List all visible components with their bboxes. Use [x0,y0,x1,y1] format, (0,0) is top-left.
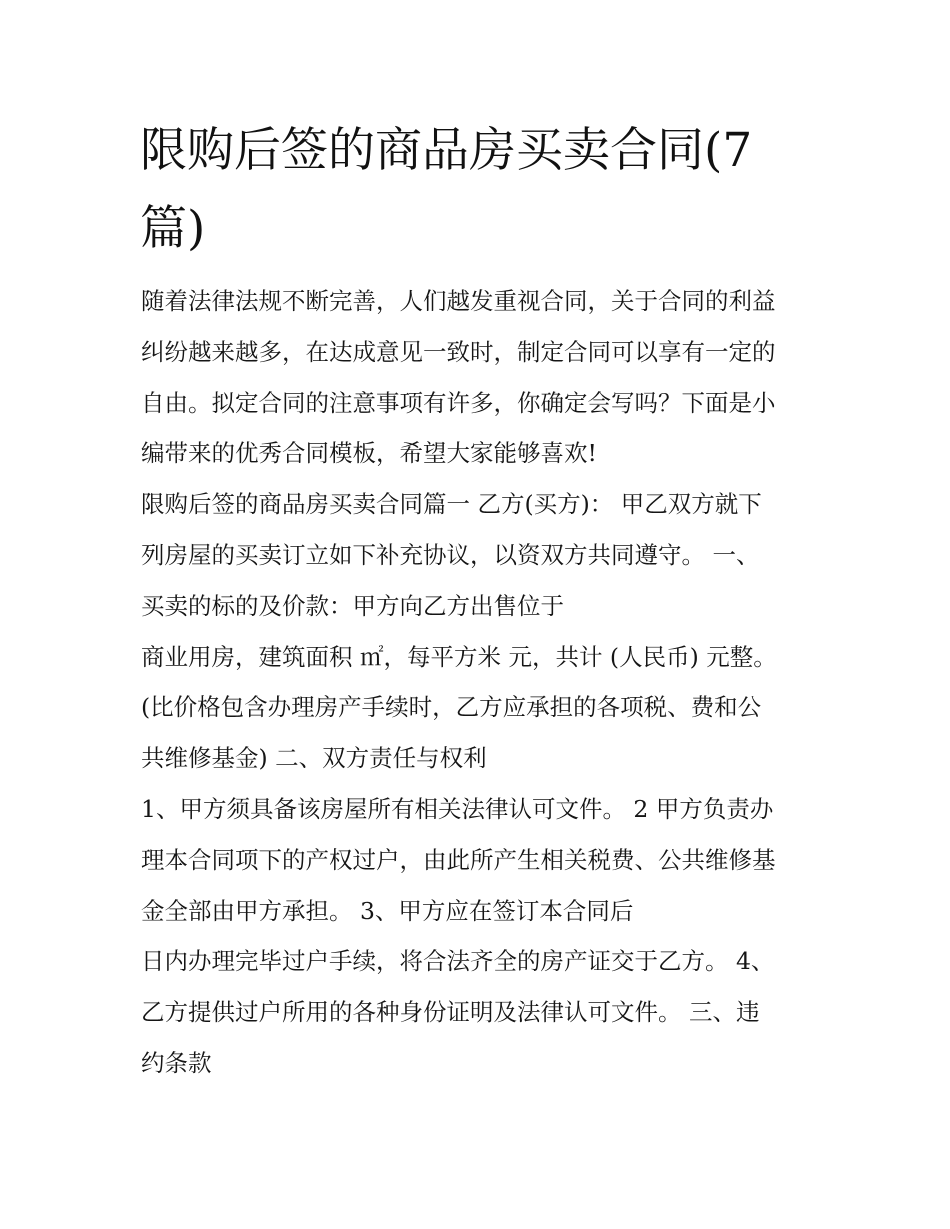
body-line: 编带来的优秀合同模板，希望大家能够喜欢! [141,439,597,468]
title-line: 篇) [140,201,206,256]
body-line: 共维修基金) 二、双方责任与权利 [141,744,487,773]
body-line: 商业用房，建筑面积 ㎡，每平方米 元，共计 (人民币) 元整。 [141,642,777,671]
body-line: 纠纷越来越多，在达成意见一致时，制定合同可以享有一定的 [141,337,776,366]
body-line: 限购后签的商品房买卖合同篇一 乙方(买方)： 甲乙双方就下 [141,490,762,519]
document-title [140,112,830,268]
body-line: 金全部由甲方承担。 3、甲方应在签订本合同后 [141,896,634,925]
body-line: (比价格包含办理房产手续时，乙方应承担的各项税、费和公 [141,693,762,722]
body-line: 乙方提供过户所用的各种身份证明及法律认可文件。 三、违 [141,998,760,1027]
body-line: 日内办理完毕过户手续，将合法齐全的房产证交于乙方。 4、 [141,947,775,976]
title-line: 限购后签的商品房买卖合同(7 [140,123,753,178]
body-line: 随着法律法规不断完善，人们越发重视合同，关于合同的利益 [141,287,776,315]
document-body [141,276,831,1089]
body-line: 自由。拟定合同的注意事项有许多，你确定会写吗？下面是小 [141,388,776,417]
body-line: 列房屋的买卖订立如下补充协议，以资双方共同遵守。 一、 [141,540,760,569]
body-line: 约条款 [141,1048,212,1077]
body-line: 1、甲方须具备该房屋所有相关法律认可文件。 2 甲方负责办 [141,794,774,823]
body-line: 理本合同项下的产权过户，由此所产生相关税费、公共维修基 [141,845,776,874]
body-line: 买卖的标的及价款：甲方向乙方出售位于 [141,591,564,620]
